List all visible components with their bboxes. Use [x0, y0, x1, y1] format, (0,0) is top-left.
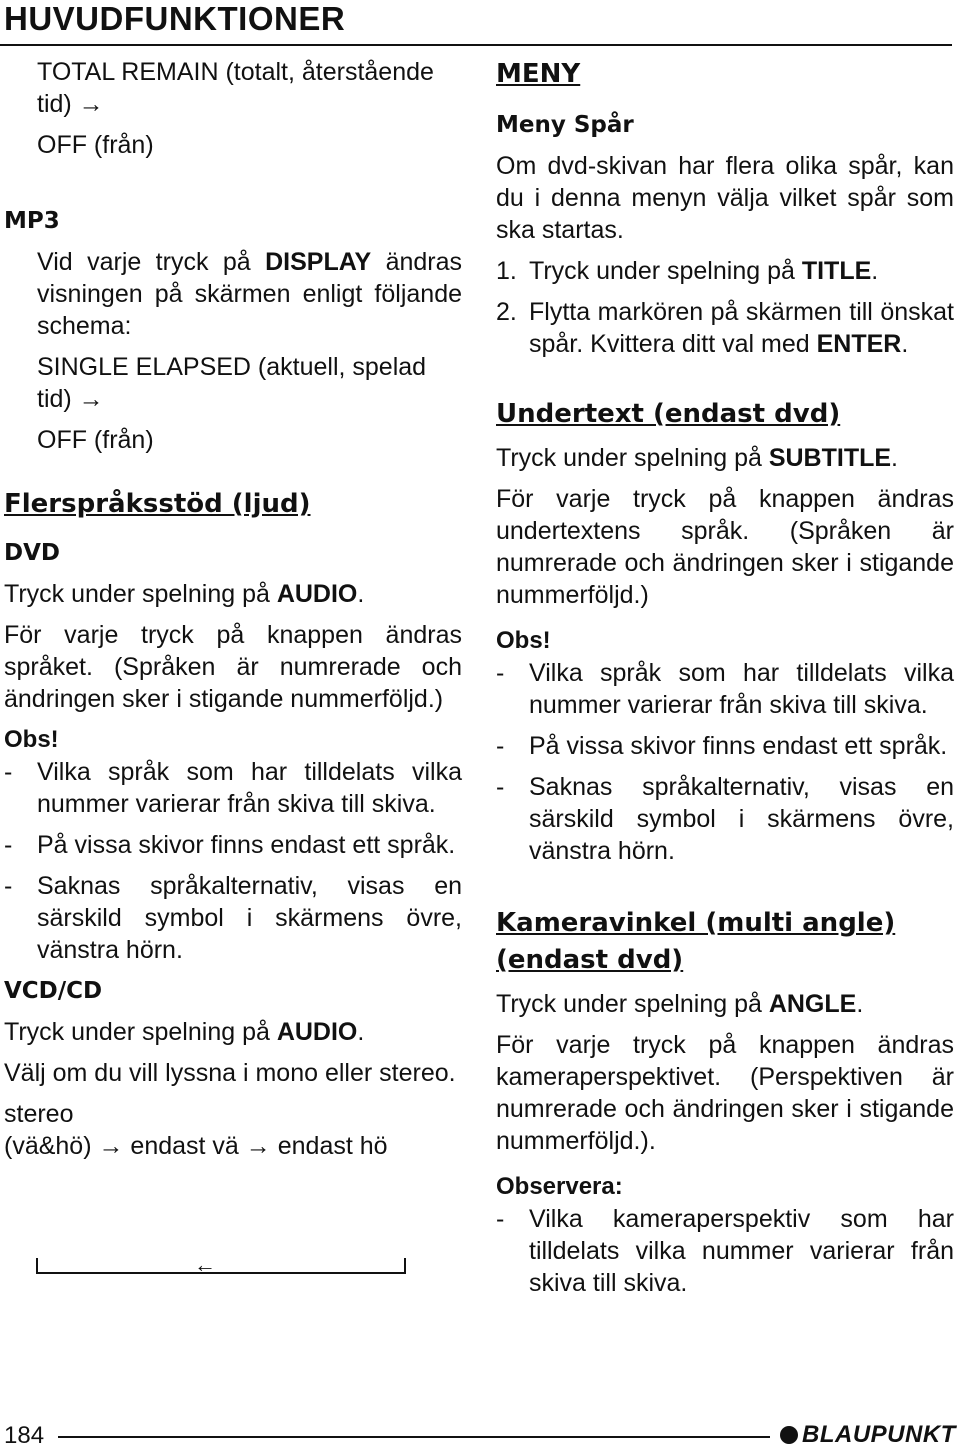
- off-option-2: OFF (från): [37, 426, 154, 454]
- vcd-cd-heading: VCD/CD: [4, 978, 103, 1004]
- dvd-press-audio: Tryck under spelning på AUDIO.: [4, 580, 365, 608]
- single-elapsed-line-2: tid) →: [37, 385, 104, 413]
- angle-press: Tryck under spelning på ANGLE.: [496, 990, 864, 1018]
- obs-label: Obs!: [496, 627, 551, 654]
- list-item: - På vissa skivor finns endast ett språk.: [4, 831, 456, 859]
- left-arrow-icon: ←: [194, 1252, 216, 1277]
- right-column: [496, 56, 954, 1299]
- list-item: - Vilka kameraperspektiv som har tilldelats vilka nummer varierar från skiva till skiva.: [496, 1205, 954, 1297]
- list-item: 1. Tryck under spelning på TITLE.: [496, 257, 879, 285]
- list-item: - Saknas språkalternativ, visas en särskild symbol i skärmens övre, vänstra hörn.: [4, 872, 462, 964]
- subtitle-paragraph: För varje tryck på knappen ändras undertextens språk. (Språken är numrerade och ändringen sker i stigande nummerföljd.): [496, 485, 954, 609]
- off-option-1: OFF (från): [37, 131, 154, 159]
- page-title: HUVUDFUNKTIONER: [4, 0, 346, 37]
- list-item: - Saknas språkalternativ, visas en särskild symbol i skärmens övre, vänstra hörn.: [496, 773, 954, 865]
- meny-heading: MENY: [496, 59, 581, 89]
- dvd-language-paragraph: För varje tryck på knappen ändras språket. (Språken är numrerade och ändringen sker i stigande nummerföljd.): [4, 621, 462, 713]
- single-elapsed-line-1: SINGLE ELAPSED (aktuell, spelad: [37, 353, 427, 381]
- list-item: - Vilka språk som har tilldelats vilka nummer varierar från skiva till skiva.: [496, 659, 954, 719]
- angle-heading-line-1: Kameravinkel (multi angle): [496, 908, 896, 938]
- subtitle-press: Tryck under spelning på SUBTITLE.: [496, 444, 898, 472]
- observera-label: Observera:: [496, 1173, 623, 1200]
- multilang-heading: Flerspråksstöd (ljud): [4, 489, 311, 519]
- mp3-heading: MP3: [4, 208, 60, 234]
- meny-spar-heading: Meny Spår: [496, 112, 634, 138]
- dvd-heading: DVD: [4, 540, 60, 566]
- total-remain-line-2: tid) →: [37, 90, 104, 118]
- list-item: - Vilka språk som har tilldelats vilka nummer varierar från skiva till skiva.: [4, 758, 462, 818]
- meny-paragraph: Om dvd-skivan har flera olika spår, kan du i denna menyn välja vilket spår som ska startas.: [496, 152, 954, 244]
- obs-label: Obs!: [4, 726, 59, 753]
- footer-divider: [58, 1436, 770, 1438]
- vcd-mono-stereo: Välj om du vill lyssna i mono eller stereo.: [4, 1059, 456, 1087]
- mp3-paragraph: Vid varje tryck på DISPLAY ändras visningen på skärmen enligt följande schema:: [37, 248, 463, 340]
- brand-logo: BLAUPUNKT: [780, 1421, 956, 1449]
- stereo-cycle-sequence: (vä&hö) → endast vä → endast hö: [4, 1132, 388, 1160]
- total-remain-line-1: TOTAL REMAIN (totalt, återstående: [37, 58, 434, 86]
- header-divider: [0, 44, 952, 46]
- page-number: 184: [4, 1422, 45, 1449]
- left-column: [4, 56, 462, 1162]
- list-item: - På vissa skivor finns endast ett språk.: [496, 732, 948, 760]
- angle-heading-line-2: (endast dvd): [496, 945, 684, 975]
- cycle-loop-line: [36, 1258, 406, 1274]
- subtitle-heading: Undertext (endast dvd): [496, 399, 841, 429]
- brand-dot-icon: [780, 1426, 798, 1444]
- stereo-label: stereo: [4, 1100, 74, 1128]
- angle-paragraph: För varje tryck på knappen ändras kameraperspektivet. (Perspektiven är numrerade och ändringen sker i stigande nummerföljd.).: [496, 1031, 954, 1155]
- list-item: 2. Flytta markören på skärmen till önskat spår. Kvittera ditt val med ENTER.: [496, 298, 954, 358]
- vcd-press-audio: Tryck under spelning på AUDIO.: [4, 1018, 365, 1046]
